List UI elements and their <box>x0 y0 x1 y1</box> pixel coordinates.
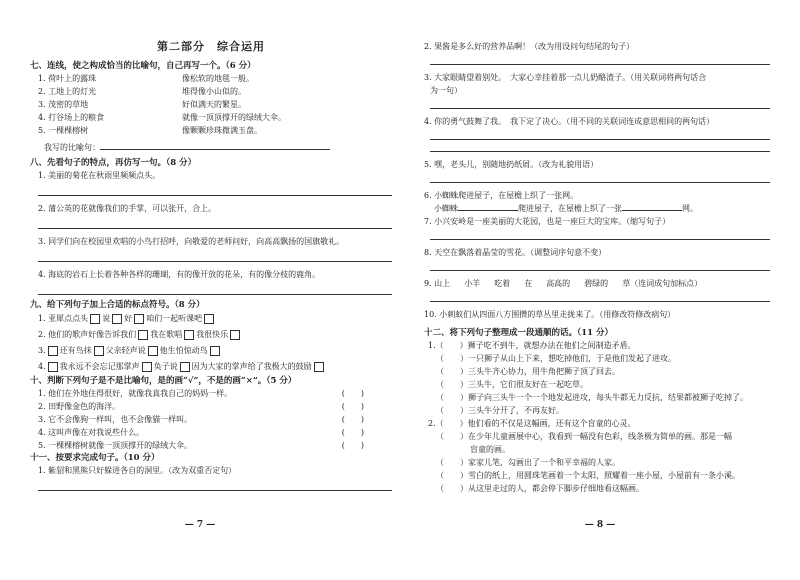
question-text: 4. 你的勇气鼓舞了我。 我下定了决心。（用不同的关联词连成意思相同的两句话） <box>424 117 715 126</box>
match-right-item: 像松软的地毯一般。 <box>182 74 254 83</box>
fill-part: 小蜘蛛 <box>434 204 458 213</box>
sentence-part: 我在歌唱 <box>150 330 183 339</box>
answer-line[interactable] <box>38 215 392 229</box>
sentence-part: 4. <box>38 362 46 371</box>
word: 高高的 <box>546 279 571 288</box>
answer-paren[interactable]: ( ) <box>341 402 364 411</box>
answer-line[interactable] <box>430 290 770 302</box>
question-text: 5. 嘿，老头儿，别随地扔纸屑。（改为礼貌用语） <box>424 160 599 169</box>
question-text: 2. 果酱是多么好的营养品啊！（改为用设问句结尾的句子） <box>424 42 635 51</box>
question-text: 3. 同学们向在校园里欢唱的小鸟打招呼，向敬爱的老师问好，向高高飘扬的国旗敬礼。 <box>38 237 345 246</box>
punctuation-box[interactable] <box>314 362 324 372</box>
answer-paren[interactable]: ( ) <box>341 441 364 450</box>
answer-paren[interactable]: ( ) <box>341 428 364 437</box>
answer-line[interactable] <box>430 97 770 109</box>
right-page <box>400 0 800 580</box>
page-number: — 8 — <box>584 520 616 530</box>
punctuation-box[interactable] <box>148 346 158 356</box>
order-item: 1.（ ）狮子吃不到牛，就想办法在他们之间制造矛盾。 <box>428 341 636 350</box>
order-item: （ ）三头牛齐心协力，用牛角把狮子顶了回去。 <box>436 367 620 376</box>
order-item: 2.（ ）他们看的不仅是这幅画，还有这个盲童的心灵。 <box>428 419 636 428</box>
question-text: 6. 小蜘蛛爬进屋子，在屋檐上织了一张网。 <box>424 191 579 200</box>
fill-blank[interactable] <box>458 202 518 211</box>
question-text: 5. 一棵棵榕树就像一顶顶撑开的绿绒大伞。 <box>38 441 193 450</box>
sentence-part: 3. <box>38 346 46 355</box>
punctuation-box[interactable] <box>48 362 58 372</box>
answer-line[interactable] <box>38 182 392 196</box>
answer-line[interactable] <box>38 281 392 295</box>
punctuation-box[interactable] <box>204 314 214 324</box>
question-text: 4. 这叫声像在对我说些什么。 <box>38 428 145 437</box>
order-item: （ ）从这里走过的人，都会停下脚步仔细地看这幅画。 <box>436 484 644 493</box>
section-7-heading: 七、连线，使之构成恰当的比喻句，自己再写一个。（6 分） <box>30 61 256 71</box>
page-title: 第二部分 综合运用 <box>157 40 265 53</box>
match-right-item: 堆得像小山似的。 <box>182 87 246 96</box>
question-text: 10. 小刺蚁们从四面八方围攒的草丛里走拢来了。（用修改符修改病句） <box>424 310 676 319</box>
order-item: （ ）一只狮子从山上下来，想吃掉他们，于是他们发起了进攻。 <box>436 354 676 363</box>
question-text: 3. 它不会像狗一样叫，也不会像猫一样叫。 <box>38 415 193 424</box>
match-left-item: 5. 一棵棵榕树 <box>38 126 89 135</box>
order-item: （ ）家家儿笔，勾画出了一个和平幸福的人家。 <box>436 458 620 467</box>
answer-line[interactable] <box>100 140 330 150</box>
match-left-item: 2. 工地上的灯光 <box>38 87 97 96</box>
match-left-item: 4. 打谷场上的粮食 <box>38 113 105 122</box>
sentence-part: 奂子说 <box>153 362 178 371</box>
sentence-part: 好 <box>124 314 133 323</box>
answer-line[interactable] <box>430 128 770 140</box>
punctuation-box[interactable] <box>134 314 144 324</box>
question-text: 1. 美丽的菊花在秋雨里频频点头。 <box>38 171 161 180</box>
question-text: 2. 田野像金色的海洋。 <box>38 402 121 411</box>
punctuation-box[interactable] <box>230 330 240 340</box>
fill-part: 网。 <box>682 204 698 213</box>
punctuation-box[interactable] <box>184 330 194 340</box>
answer-line[interactable] <box>38 477 392 491</box>
order-item: 盲童的画。 <box>470 445 510 454</box>
sentence-part: 2. 他们的歌声好像告诉我们 <box>38 330 137 339</box>
question-text: 8. 天空在飘落着晶莹的雪花。（调整词序句意不变） <box>424 248 607 257</box>
sentence-part: 我很快乐 <box>196 330 229 339</box>
sentence-part: 咱们一起听课吧 <box>146 314 203 323</box>
page-number: — 7 — <box>184 520 216 530</box>
answer-line[interactable] <box>430 228 770 240</box>
match-right-item: 就像一顶顶撑开的绿绒大伞。 <box>182 113 286 122</box>
section-9-heading: 九、给下列句子加上合适的标点符号。（8 分） <box>30 300 205 310</box>
punctuation-box[interactable] <box>48 346 58 356</box>
word: 小羊 <box>464 279 481 288</box>
answer-line[interactable] <box>38 248 392 262</box>
sentence-part: 1. 亚犀点点头 <box>38 314 89 323</box>
fill-blank[interactable] <box>622 202 682 211</box>
fill-part: 爬进屋子，在屋檐上织了一张 <box>518 204 622 213</box>
match-right-item: 好似满天的繁星。 <box>182 100 246 109</box>
word: 9. 山上 <box>424 279 451 288</box>
write-label: 我写的比喻句： <box>44 143 100 152</box>
answer-paren[interactable]: ( ) <box>341 415 364 424</box>
word: 碧绿的 <box>584 279 609 288</box>
question-text: 3. 大家眼睛望着别处。 大家心幸挂着那一点儿奶酪渣子。（用关联词将两句话合 <box>424 73 707 82</box>
order-item: （ ）三头牛分开了，不再友好。 <box>436 406 564 415</box>
punctuation-box[interactable] <box>142 362 152 372</box>
punctuation-box[interactable] <box>138 330 148 340</box>
answer-line[interactable] <box>430 259 770 271</box>
punctuation-box[interactable] <box>90 314 100 324</box>
answer-line[interactable] <box>430 140 770 152</box>
sentence-part: 父亲轻声说 <box>105 346 146 355</box>
punctuation-box[interactable] <box>180 362 190 372</box>
sentence-part: 说 <box>102 314 111 323</box>
sentence-part: 还有鸟抹 <box>59 346 92 355</box>
question-text: 为一句） <box>430 86 462 95</box>
order-item: （ ）狮子向三头牛一个一个地发起进攻，每头牛都无力反抗，结果都被狮子吃掉了。 <box>436 393 748 402</box>
word: 草（连词成句加标点） <box>622 279 703 288</box>
section-11-heading: 十一、按要求完成句子。（10 分） <box>30 453 160 463</box>
match-right-item: 像颗颗珍珠微满玉盘。 <box>182 126 262 135</box>
word: 吃着 <box>494 279 511 288</box>
order-item: （ ）雪白的纸上，用圆珠笔画着一个太阳，照耀着一座小屋，小屋前有一条小溪。 <box>436 471 740 480</box>
order-item: （ ）三头牛，它们很友好在一起吃草。 <box>436 380 588 389</box>
question-text: 1. 他们在外地住得很好，就像我真我自己的妈妈一样。 <box>38 389 233 398</box>
sentence-part: 因为大家的掌声给了我极大的鼓励 <box>191 362 312 371</box>
question-text: 2. 蒲公英的花就像我们的手掌，可以张开，合上。 <box>38 204 217 213</box>
word: 在 <box>524 279 533 288</box>
question-text: 4. 海底的岩石上长着各种各样的珊瑚，有的像开放的花朵，有的像分枝的鹿角。 <box>38 270 321 279</box>
sentence-part: 我永远不会忘记那掌声 <box>59 362 140 371</box>
match-left-item: 1. 荷叶上的露珠 <box>38 74 97 83</box>
question-text: 7. 小兴安岭是一座美丽的大花园，也是一座巨大的宝库。（缩写句子） <box>424 217 671 226</box>
question-text: 1. 紫貂和黑熊只好躲进各自的洞里。（改为双重否定句） <box>38 466 237 475</box>
order-item: （ ）在少年儿童画展中心，我看到一幅没有色彩，线条极为简单的画。那是一幅 <box>436 432 732 441</box>
section-10-heading: 十、判断下列句子是不是比喻句，是的画“√”，不是的画“×”。（5 分） <box>30 376 297 386</box>
punctuation-box[interactable] <box>112 314 122 324</box>
answer-line[interactable] <box>430 171 770 183</box>
punctuation-box[interactable] <box>94 346 104 356</box>
answer-paren[interactable]: ( ) <box>341 389 364 398</box>
answer-line[interactable] <box>430 53 770 65</box>
punctuation-box[interactable] <box>210 346 220 356</box>
match-left-item: 3. 茂密的草地 <box>38 100 89 109</box>
section-8-heading: 八、先看句子的特点，再仿写一句。（8 分） <box>30 158 197 168</box>
section-12-heading: 十二、将下列句子整理成一段通顺的话。（11 分） <box>424 328 614 338</box>
sentence-part: 他生怕惊动鸟 <box>159 346 208 355</box>
